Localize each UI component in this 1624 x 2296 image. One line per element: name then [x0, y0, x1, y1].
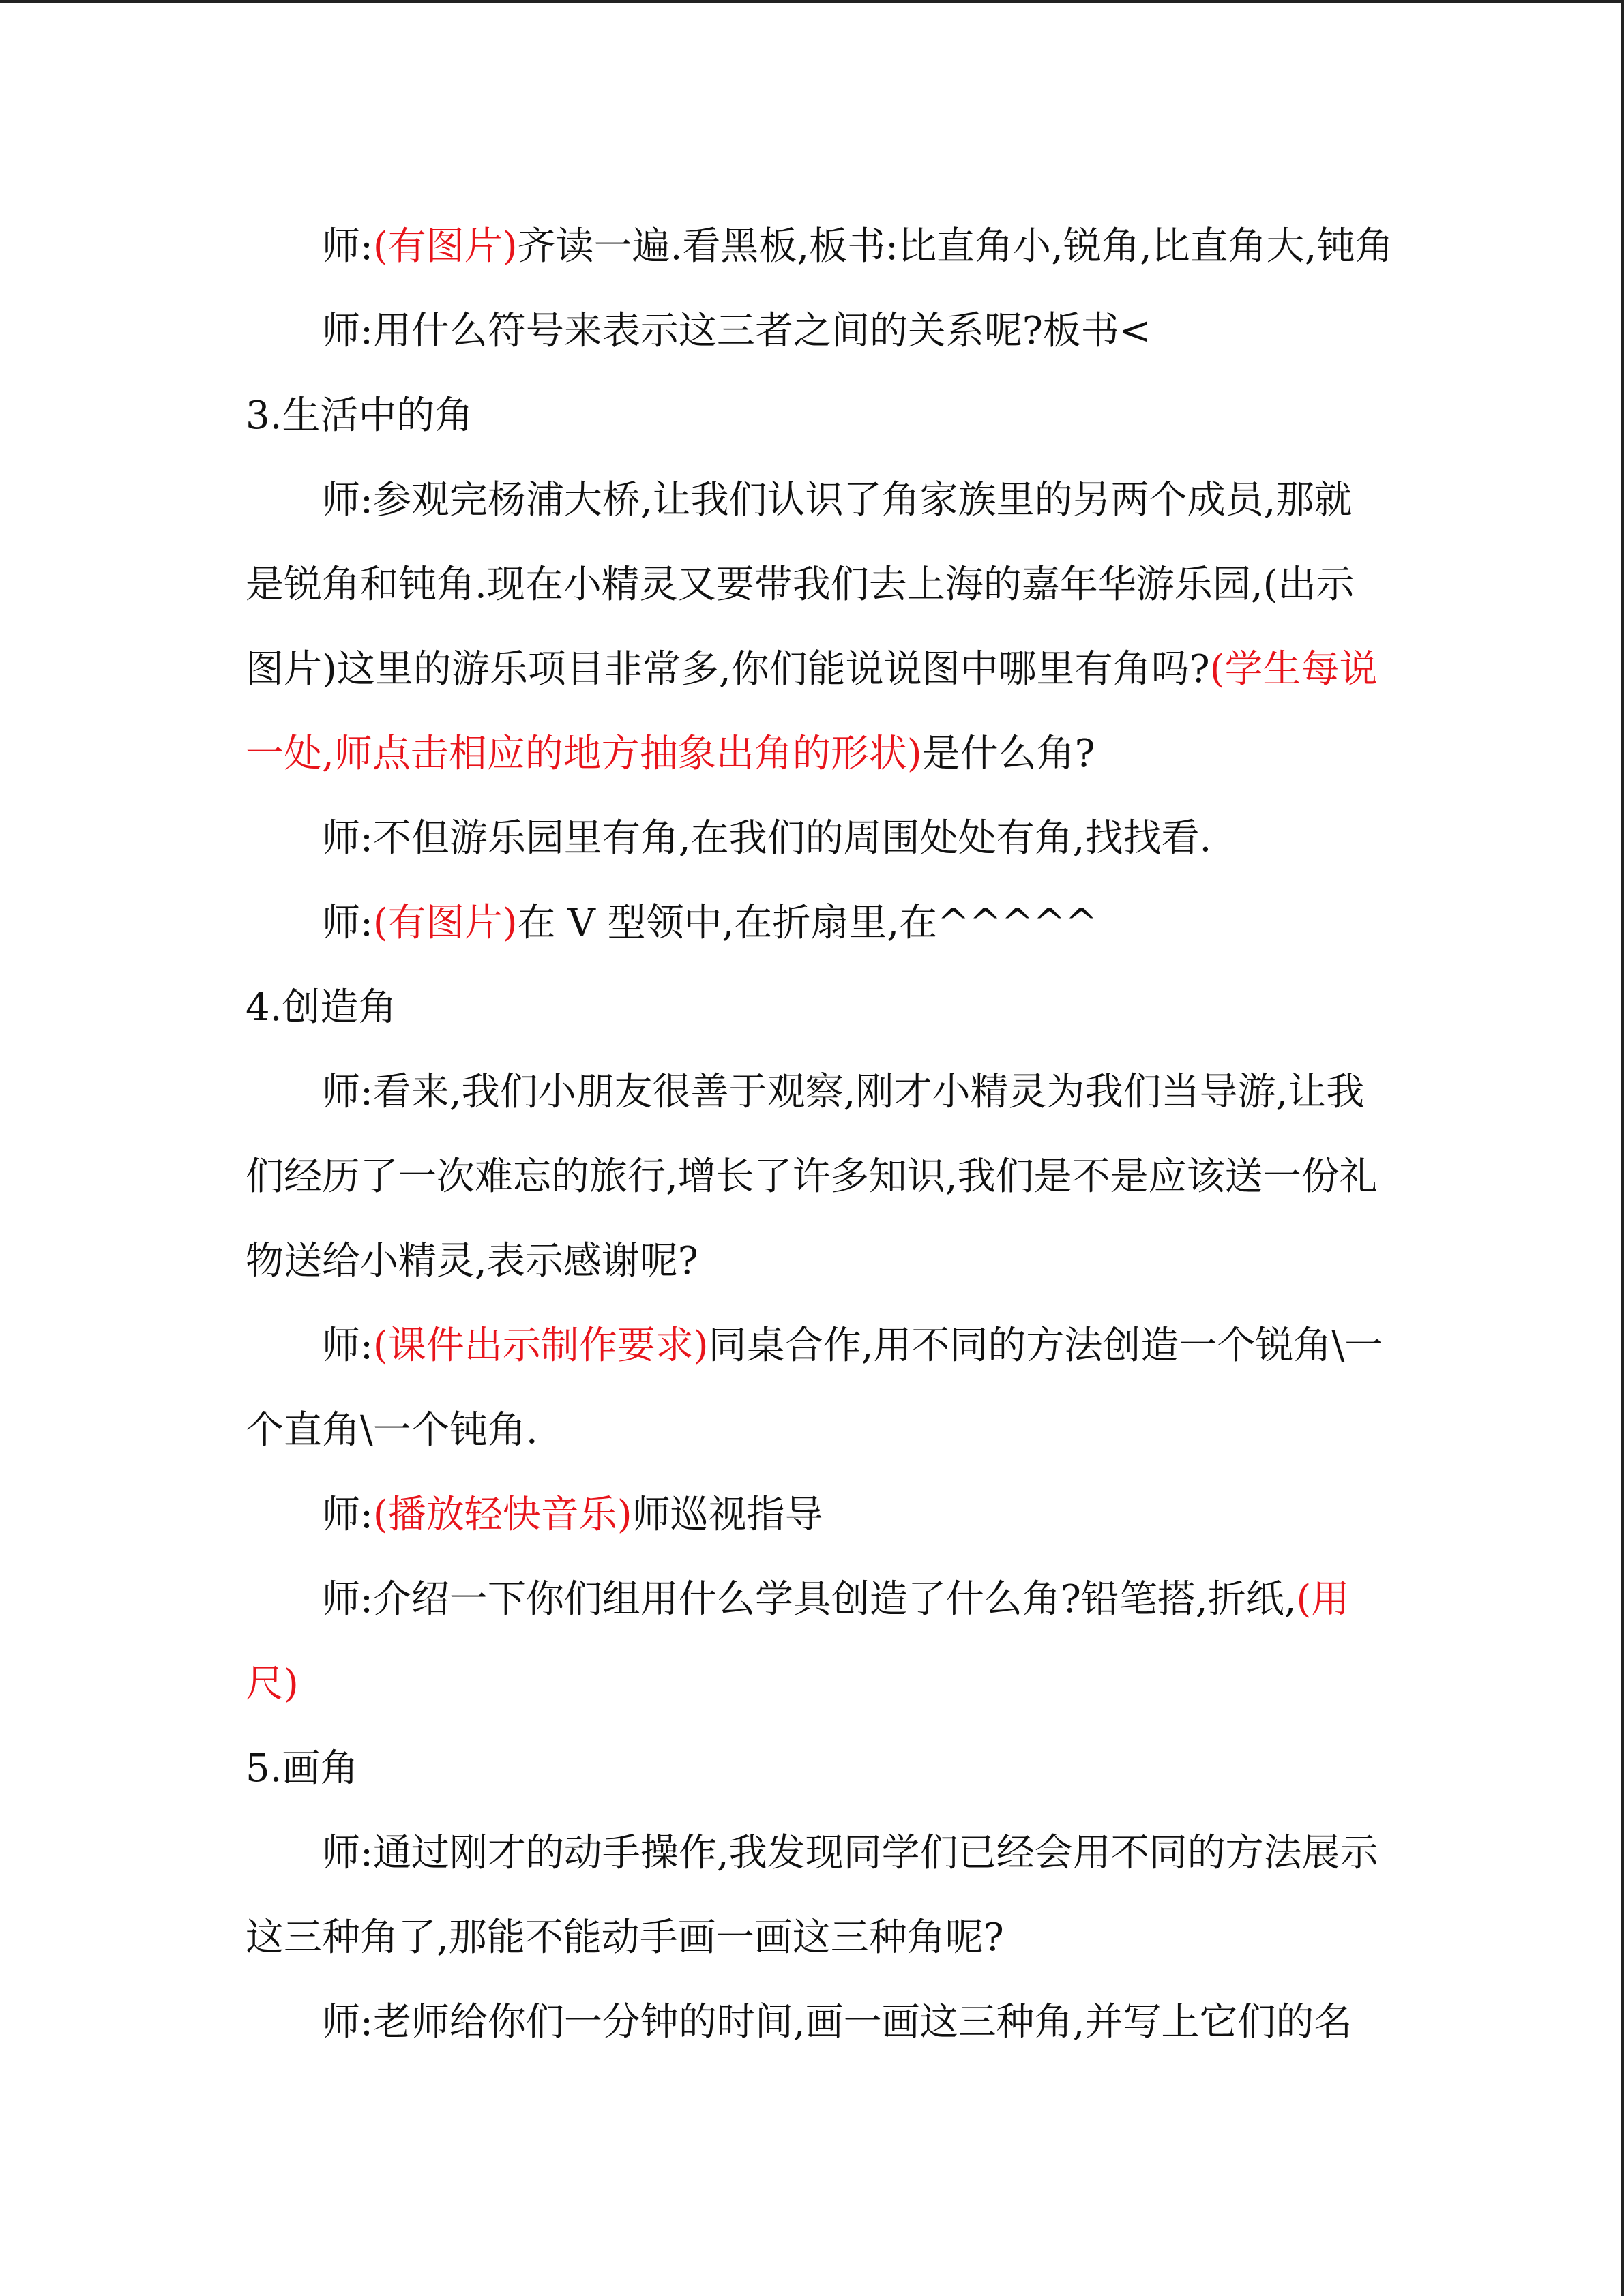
body-text: 师:用什么符号来表示这三者之间的关系呢?板书<: [322, 309, 1151, 353]
highlight-text: (课件出示制作要求): [372, 1324, 709, 1368]
body-text: 5.画角: [246, 1746, 359, 1791]
highlight-text: 一处,师点击相应的地方抽象出角的形状): [246, 732, 922, 776]
body-text: 在 V 型领中,在折扇里,在^^^^^: [517, 901, 1097, 945]
text-line: [246, 1473, 1378, 1557]
body-text: 师:: [322, 1324, 373, 1368]
text-line: [246, 1642, 1378, 1727]
text-line: [246, 881, 1378, 966]
text-line: [246, 1388, 1378, 1473]
body-text: 4.创造角: [246, 985, 397, 1030]
text-line: [246, 1811, 1378, 1896]
text-line: [246, 712, 1378, 796]
text-line: [246, 1980, 1378, 2065]
highlight-text: (学生每说: [1209, 647, 1378, 691]
page-right-border: [1621, 0, 1624, 2296]
document-body: [246, 205, 1393, 2065]
body-text: 师:通过刚才的动手操作,我发现同学们已经会用不同的方法展示: [322, 1831, 1378, 1875]
text-line: [246, 543, 1378, 627]
highlight-text: (有图片): [372, 901, 518, 945]
text-line: [246, 1219, 1378, 1304]
body-text: 师:不但游乐园里有角,在我们的周围处处有角,找找看.: [322, 816, 1212, 861]
highlight-text: (播放轻快音乐): [372, 1493, 632, 1537]
body-text: 个直角\一个钝角.: [246, 1408, 538, 1452]
body-text: 师:老师给你们一分钟的时间,画一画这三种角,并写上它们的名: [322, 2000, 1353, 2044]
text-line: [246, 966, 1378, 1050]
highlight-text: 尺): [246, 1662, 299, 1706]
text-line: [246, 205, 1393, 289]
body-text: 师:: [322, 1493, 373, 1537]
body-text: 师:看来,我们小朋友很善于观察,刚才小精灵为我们当导游,让我: [322, 1070, 1365, 1114]
text-line: [246, 458, 1378, 543]
body-text: 是锐角和钝角.现在小精灵又要带我们去上海的嘉年华游乐园,(出示: [246, 563, 1355, 607]
text-line: [246, 1050, 1378, 1135]
text-line: [246, 1135, 1378, 1219]
text-line: [246, 289, 1378, 374]
text-line: [246, 1304, 1383, 1388]
text-line: [246, 627, 1378, 712]
highlight-text: (有图片): [372, 224, 518, 269]
body-text: 师巡视指导: [632, 1493, 823, 1537]
body-text: 图片)这里的游乐项目非常多,你们能说说图中哪里有角吗?: [246, 647, 1210, 691]
body-text: 这三种角了,那能不能动手画一画这三种角呢?: [246, 1915, 1004, 1960]
text-line: [246, 1896, 1378, 1980]
body-text: 物送给小精灵,表示感谢呢?: [246, 1239, 698, 1283]
body-text: 同桌合作,用不同的方法创造一个锐角\一: [708, 1324, 1383, 1368]
text-line: [246, 1557, 1378, 1642]
text-line: [246, 796, 1378, 881]
page-top-border: [0, 0, 1624, 3]
body-text: 师:: [322, 901, 373, 945]
body-text: 师:: [322, 224, 373, 269]
body-text: 3.生活中的角: [246, 393, 473, 438]
body-text: 们经历了一次难忘的旅行,增长了许多知识,我们是不是应该送一份礼: [246, 1154, 1378, 1199]
body-text: 师:参观完杨浦大桥,让我们认识了角家族里的另两个成员,那就: [322, 478, 1353, 522]
text-line: [246, 374, 1378, 458]
highlight-text: (用: [1296, 1577, 1350, 1622]
body-text: 齐读一遍.看黑板,板书:比直角小,锐角,比直角大,钝角: [517, 224, 1393, 269]
body-text: 师:介绍一下你们组用什么学具创造了什么角?铅笔搭,折纸,: [322, 1577, 1297, 1622]
text-line: [246, 1727, 1378, 1811]
body-text: 是什么角?: [921, 732, 1095, 776]
